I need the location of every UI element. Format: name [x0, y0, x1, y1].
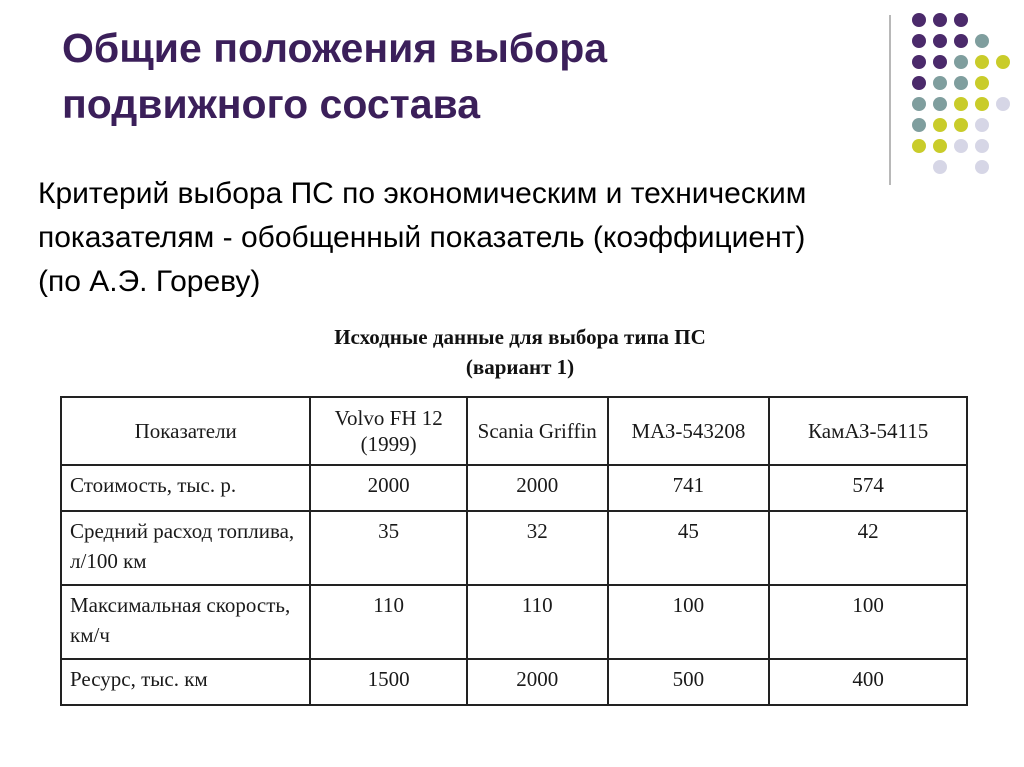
table-caption	[240, 322, 800, 382]
decor-dot	[933, 13, 947, 27]
header-volvo: Volvo FH 12 (1999)	[310, 397, 467, 465]
decor-dot	[933, 139, 947, 153]
decor-dot	[933, 118, 947, 132]
row-label-cost: Стоимость, тыс. р.	[61, 465, 310, 511]
row-label-fuel: Средний расход топлива, л/100 км	[61, 511, 310, 585]
cell-value: 100	[608, 585, 770, 659]
decor-dot	[912, 139, 926, 153]
decor-dot	[912, 55, 926, 69]
cell-value: 741	[608, 465, 770, 511]
criteria-text	[38, 172, 1008, 304]
decor-dot	[933, 76, 947, 90]
decor-dot	[975, 76, 989, 90]
decor-dot	[912, 76, 926, 90]
decor-dot	[975, 97, 989, 111]
decor-dot	[975, 118, 989, 132]
decor-dot	[975, 34, 989, 48]
decor-dot	[933, 55, 947, 69]
table-row	[61, 465, 967, 511]
decor-dot	[954, 97, 968, 111]
cell-value: 42	[769, 511, 967, 585]
decor-dot	[912, 118, 926, 132]
table-row	[61, 659, 967, 705]
cell-value: 2000	[467, 659, 608, 705]
decor-dot	[912, 34, 926, 48]
criteria-line-3: (по А.Э. Гореву)	[38, 265, 261, 298]
slide-title-line-1: Общие положения выбора	[62, 25, 608, 71]
cell-value: 400	[769, 659, 967, 705]
cell-value: 574	[769, 465, 967, 511]
header-indicator: Показатели	[61, 397, 310, 465]
decor-dot	[912, 97, 926, 111]
header-maz: МАЗ-543208	[608, 397, 770, 465]
decor-dot	[954, 55, 968, 69]
decor-dot	[954, 13, 968, 27]
header-scania: Scania Griffin	[467, 397, 608, 465]
cell-value: 32	[467, 511, 608, 585]
decor-dot	[933, 97, 947, 111]
decorative-divider	[889, 15, 891, 185]
decor-dot	[912, 13, 926, 27]
cell-value: 45	[608, 511, 770, 585]
row-label-resource: Ресурс, тыс. км	[61, 659, 310, 705]
table-row	[61, 585, 967, 659]
decor-dot	[954, 76, 968, 90]
slide-title-line-2: подвижного состава	[62, 81, 481, 127]
decor-dot	[954, 118, 968, 132]
criteria-line-2: показателям - обобщенный показатель (коэффициент)	[38, 221, 806, 254]
decor-dot	[975, 139, 989, 153]
cell-value: 110	[467, 585, 608, 659]
cell-value: 100	[769, 585, 967, 659]
cell-value: 35	[310, 511, 467, 585]
table-row	[61, 511, 967, 585]
table-header-row	[61, 397, 967, 465]
cell-value: 2000	[310, 465, 467, 511]
decor-dot	[996, 55, 1010, 69]
decor-dot	[975, 55, 989, 69]
slide-title	[62, 20, 862, 132]
decor-dot	[933, 34, 947, 48]
decor-dot	[954, 34, 968, 48]
decor-dot	[996, 97, 1010, 111]
cell-value: 110	[310, 585, 467, 659]
cell-value: 1500	[310, 659, 467, 705]
decor-dot	[954, 139, 968, 153]
header-kamaz: КамАЗ-54115	[769, 397, 967, 465]
table-caption-line-1: Исходные данные для выбора типа ПС	[334, 325, 706, 349]
criteria-line-1: Критерий выбора ПС по экономическим и техническим	[38, 177, 807, 210]
cell-value: 2000	[467, 465, 608, 511]
table-caption-line-2: (вариант 1)	[465, 355, 575, 379]
row-label-speed: Максимальная скорость, км/ч	[61, 585, 310, 659]
cell-value: 500	[608, 659, 770, 705]
vehicle-data-table	[60, 396, 968, 706]
